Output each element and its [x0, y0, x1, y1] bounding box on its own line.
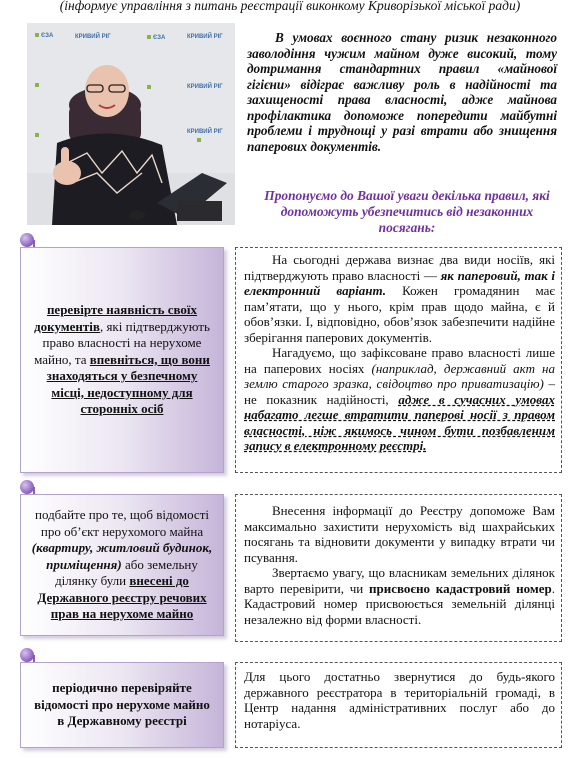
rule-1-text	[29, 302, 215, 418]
rules-intro: Пропонуємо до Вашої уваги декілька правил, які допоможуть убезпечитись від незаконних посягань:	[264, 188, 550, 235]
svg-text:КРИВИЙ РІГ: КРИВИЙ РІГ	[75, 34, 111, 40]
rule-2-text-1: подбайте про те, щоб відомості про об’єкт нерухомого майна	[34, 507, 209, 539]
rule-3-card	[20, 662, 224, 748]
rule-1-emph-2: впевніться, що вони знаходяться у безпечному місці, недоступному для сторонніх осіб	[46, 351, 210, 417]
rule-1-details-b1: Нагадуємо, що зафіксоване право власності лише на паперових носіях	[244, 345, 555, 376]
rule-2-emph-2: внесені до Державного реєстру речових прав на нерухоме майно	[37, 573, 207, 622]
rule-1-details	[235, 247, 562, 473]
page-subtitle: (інформує управління з питань реєстрації виконкому Криворізької міської ради)	[59, 0, 521, 13]
rule-2-details	[235, 494, 562, 642]
rule-1-card	[20, 247, 224, 473]
photo-illustration	[27, 23, 235, 225]
svg-text:КРИВИЙ РІГ: КРИВИЙ РІГ	[187, 129, 223, 135]
svg-text:ЄЗА: ЄЗА	[153, 35, 166, 41]
rule-1-details-p2	[244, 345, 555, 454]
pin-icon	[20, 480, 34, 494]
rule-1-details-a1: На сьогодні держава визнає два види носіїв, які підтверджують право власності —	[244, 252, 555, 283]
rule-1-details-a3: Кожен громадянин має пам’ятати, що у нього, крім прав щодо майна, є й обов’язки. І, відповідно, обов’язок забезпечити надійне зберігання паперових документів.	[244, 283, 555, 345]
rule-3-text: періодично перевіряйте відомості про нерухоме майно в Державному реєстрі	[34, 680, 210, 729]
registrar-photo	[27, 23, 235, 225]
rule-3-details-text: Для цього достатньо звернутися до будь-якого державного реєстратора в територіальній громаді, в Центр надання адміністративних послуг або до нотаріуса.	[244, 669, 555, 731]
rule-2-emph-1: (квартиру, житловий будинок, приміщення)	[31, 540, 213, 572]
rule-2-details-p1: Внесення інформації до Реєстру допоможе Вам максимально захистити нерухомість від шахрайських посягань та відновити документи у випадку втрати чи псування.	[244, 503, 555, 565]
rule-1-details-b4: адже в сучасних умовах набагато легше втратити паперові носії з правом власності, ніж якимось чином бути позбавленим запису в електронному реєстрі.	[244, 391, 555, 453]
rule-3-details	[235, 662, 562, 748]
svg-text:КРИВИЙ РІГ: КРИВИЙ РІГ	[187, 34, 223, 40]
rule-1-details-p1	[244, 252, 555, 345]
pin-icon	[20, 233, 34, 247]
rule-1-emph-1: перевірте наявність своїх документів	[34, 302, 198, 334]
rule-1-details-b2: (наприклад, державний акт на землю старого зразка, свідоцтво про приватизацію)	[244, 360, 555, 391]
rule-1-details-a2: як паперовий, так і електронний варіант.	[244, 267, 555, 298]
svg-text:КРИВИЙ РІГ: КРИВИЙ РІГ	[187, 84, 223, 90]
pin-icon	[20, 648, 34, 662]
rule-2-details-b1: Звертаємо увагу, що власникам земельних ділянок варто перевірити, чи	[244, 565, 555, 596]
intro-paragraph: В умовах воєнного стану ризик незаконного заволодіння чужим майном дуже високий, тому дотримання стандартних правил «майнової гігієни» відіграє важливу роль в надійності та захищеності права власності, адже майнова профілактика допоможе попередити майбутні проблеми і труднощі у разі втрати або знищення паперових документів.	[247, 30, 557, 154]
rule-1-details-b3: – не показник надійності,	[244, 376, 555, 407]
rule-2-text	[29, 507, 215, 623]
rule-2-details-b2: присвоєно кадастровий номер	[368, 580, 552, 596]
rule-1-text-2: , які підтверджують право власності на нерухоме майно, та	[34, 318, 210, 367]
rule-2-details-b3: . Кадастровий номер присвоюється земельній ділянці незалежно від форми власності.	[244, 580, 555, 627]
rule-2-details-p2	[244, 565, 555, 627]
svg-text:ЄЗА: ЄЗА	[41, 33, 54, 39]
rule-2-card	[20, 494, 224, 636]
rule-2-text-3: або земельну ділянку були	[55, 556, 198, 589]
